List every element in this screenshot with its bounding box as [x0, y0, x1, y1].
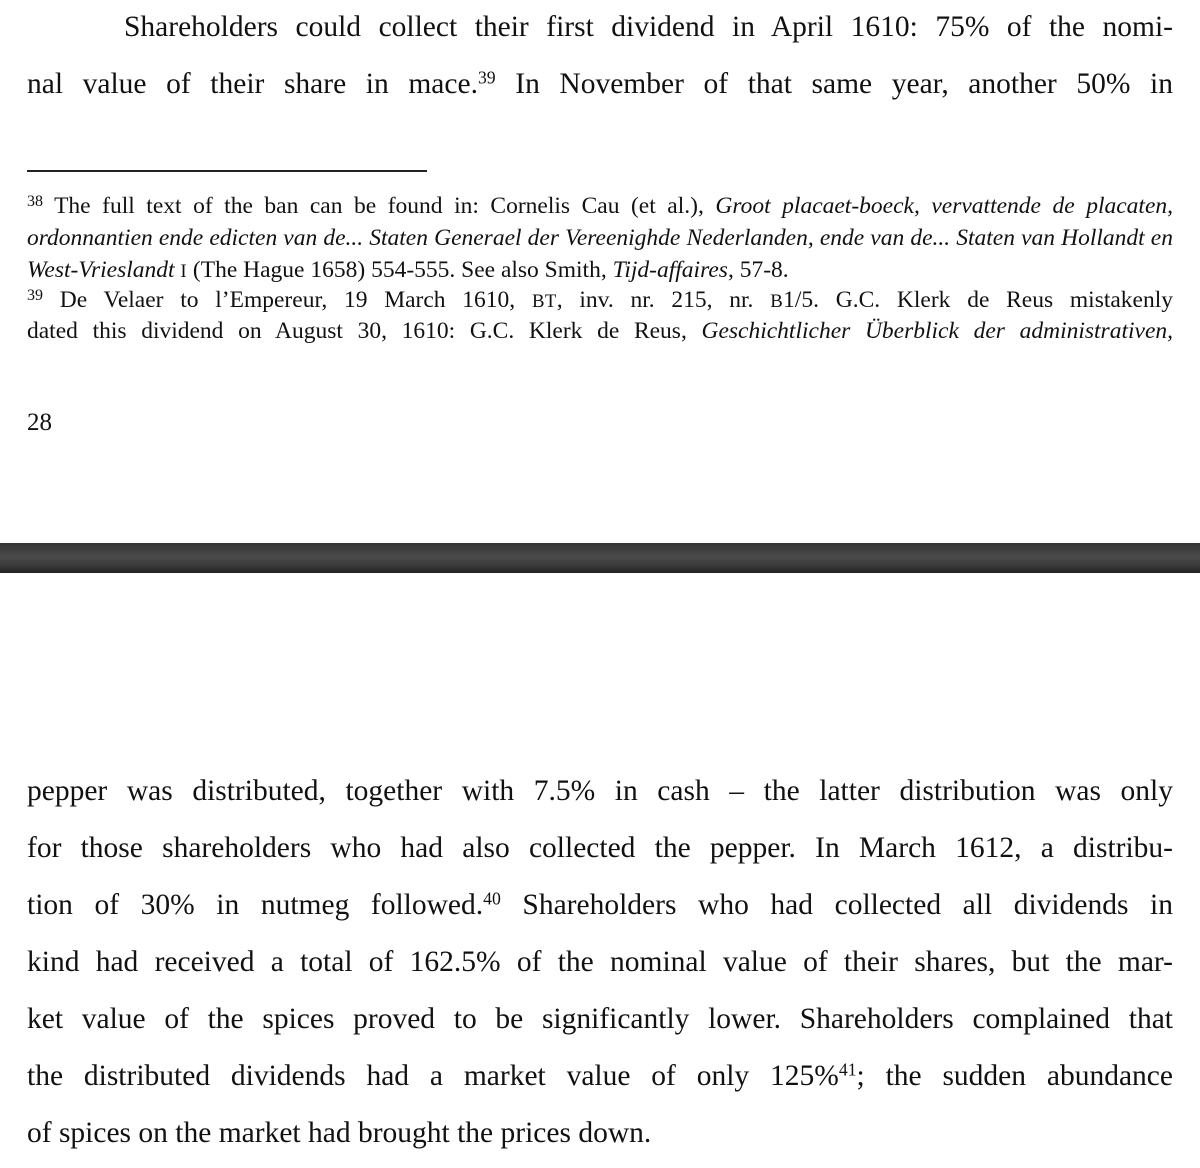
- footnote-separator: [27, 170, 427, 172]
- body-text: ; the sudden abundance: [856, 1060, 1173, 1092]
- footnote-ref[interactable]: 41: [838, 1059, 857, 1080]
- body-text: Shareholders who had collected all dividends in: [500, 889, 1173, 921]
- footnote-ref[interactable]: 39: [477, 67, 496, 88]
- footnote-ref[interactable]: 40: [483, 888, 501, 909]
- page-divider: [0, 543, 1200, 573]
- body-line: [27, 67, 1173, 101]
- body-text: In November of that same year, another 50% in: [495, 68, 1173, 100]
- footnote-line: [27, 224, 1173, 252]
- footnote-text: , inv. nr. 215, nr.: [556, 287, 771, 313]
- footnote-text: 1/5. G.C. Klerk de Reus mistakenly: [783, 287, 1174, 313]
- footnote-title: ordonnantien ende edicten van de... Staten Generael der Vereenighde Nederlanden, ende van de... Staten van Hollandt en: [27, 225, 1173, 251]
- body-line: [27, 1002, 1173, 1036]
- footnote-line: [27, 256, 1173, 286]
- archive-abbrev: B: [770, 291, 784, 312]
- body-line: [27, 888, 1173, 922]
- footnote-text: , 57-8.: [727, 257, 789, 283]
- volume-number: I: [180, 261, 188, 282]
- body-line: [27, 831, 1173, 865]
- footnote-text: De Velaer to l’Empereur, 19 March 1610,: [42, 287, 532, 313]
- body-text: of spices on the market had brought the prices down.: [27, 1117, 652, 1149]
- footnote-line: [27, 286, 1173, 316]
- body-line: [27, 774, 1173, 808]
- footnote-number: 39: [27, 286, 43, 304]
- body-text: ket value of the spices proved to be significantly lower. Shareholders complained that: [27, 1003, 1173, 1035]
- footnote-line: [27, 317, 1173, 345]
- body-text: tion of 30% in nutmeg followed.: [27, 889, 484, 921]
- body-text: for those shareholders who had also collected the pepper. In March 1612, a distribu-: [27, 832, 1173, 864]
- archive-abbrev: BT: [531, 291, 557, 312]
- body-line: [27, 1059, 1173, 1093]
- body-line: [27, 1116, 1173, 1150]
- body-text: kind had received a total of 162.5% of the nominal value of their shares, but the mar-: [27, 946, 1173, 978]
- footnote-text: The full text of the ban can be found in: Cornelis Cau (et al.),: [42, 193, 716, 219]
- body-line: [124, 10, 1173, 44]
- footnote-title: West-Vrieslandt: [27, 257, 175, 283]
- body-line: [27, 945, 1173, 979]
- body-text: Shareholders could collect their first dividend in April 1610: 75% of the nomi-: [124, 11, 1173, 43]
- footnote-line: [27, 192, 1173, 220]
- body-text: the distributed dividends had a market value of only 125%: [27, 1060, 839, 1092]
- footnote-number: 38: [27, 192, 43, 210]
- footnote-text: (The Hague 1658) 554-555. See also Smith,: [187, 257, 613, 283]
- body-text: pepper was distributed, together with 7.5% in cash – the latter distribution was only: [27, 775, 1173, 807]
- footnote-title: Groot placaet-boeck, vervattende de placaten,: [715, 193, 1173, 219]
- footnote-text: dated this dividend on August 30, 1610: G.C. Klerk de Reus,: [27, 318, 702, 344]
- footnote-title: Tijd-affaires: [612, 257, 728, 283]
- body-text: nal value of their share in mace.: [27, 68, 478, 100]
- footnote-title: Geschichtlicher Überblick der administrativen,: [701, 318, 1173, 344]
- page-number: 28: [27, 409, 52, 436]
